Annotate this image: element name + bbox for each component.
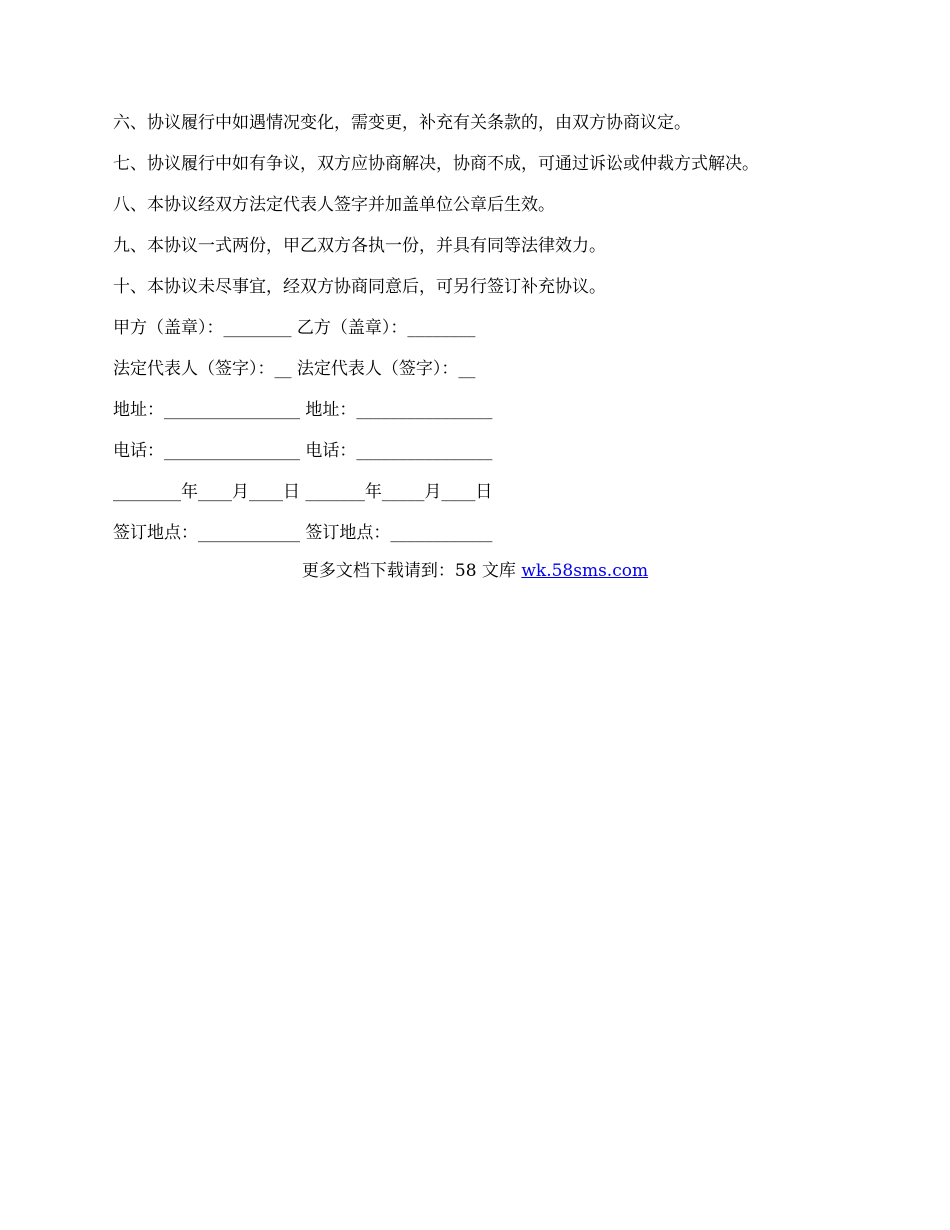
- date-line: ________年____月____日 _______年_____月____日: [113, 482, 493, 502]
- footer-text: 更多文档下载请到：58 文库: [301, 561, 522, 581]
- agreement-body: [113, 112, 833, 563]
- clause-10: 十、本协议未尽事宜，经双方协商同意后，可另行签订补充协议。: [113, 277, 606, 297]
- seal-line: 甲方（盖章）：________ 乙方（盖章）：________: [113, 318, 476, 338]
- clause-7: 七、协议履行中如有争议，双方应协商解决，协商不成，可通过诉讼或仲裁方式解决。: [113, 154, 759, 174]
- address-line: 地址：________________ 地址：________________: [113, 400, 493, 420]
- clause-8: 八、本协议经双方法定代表人签字并加盖单位公章后生效。: [113, 195, 555, 215]
- signing-place-line: 签订地点：____________ 签订地点：____________: [113, 523, 493, 543]
- clause-9: 九、本协议一式两份，甲乙双方各执一份，并具有同等法律效力。: [113, 236, 606, 256]
- footer-link[interactable]: wk.58sms.com: [521, 561, 649, 581]
- representative-line: 法定代表人（签字）：__ 法定代表人（签字）：__: [113, 359, 476, 379]
- download-footer: [0, 560, 950, 582]
- clause-6: 六、协议履行中如遇情况变化，需变更，补充有关条款的，由双方协商议定。: [113, 113, 691, 133]
- phone-line: 电话：________________ 电话：________________: [113, 441, 493, 461]
